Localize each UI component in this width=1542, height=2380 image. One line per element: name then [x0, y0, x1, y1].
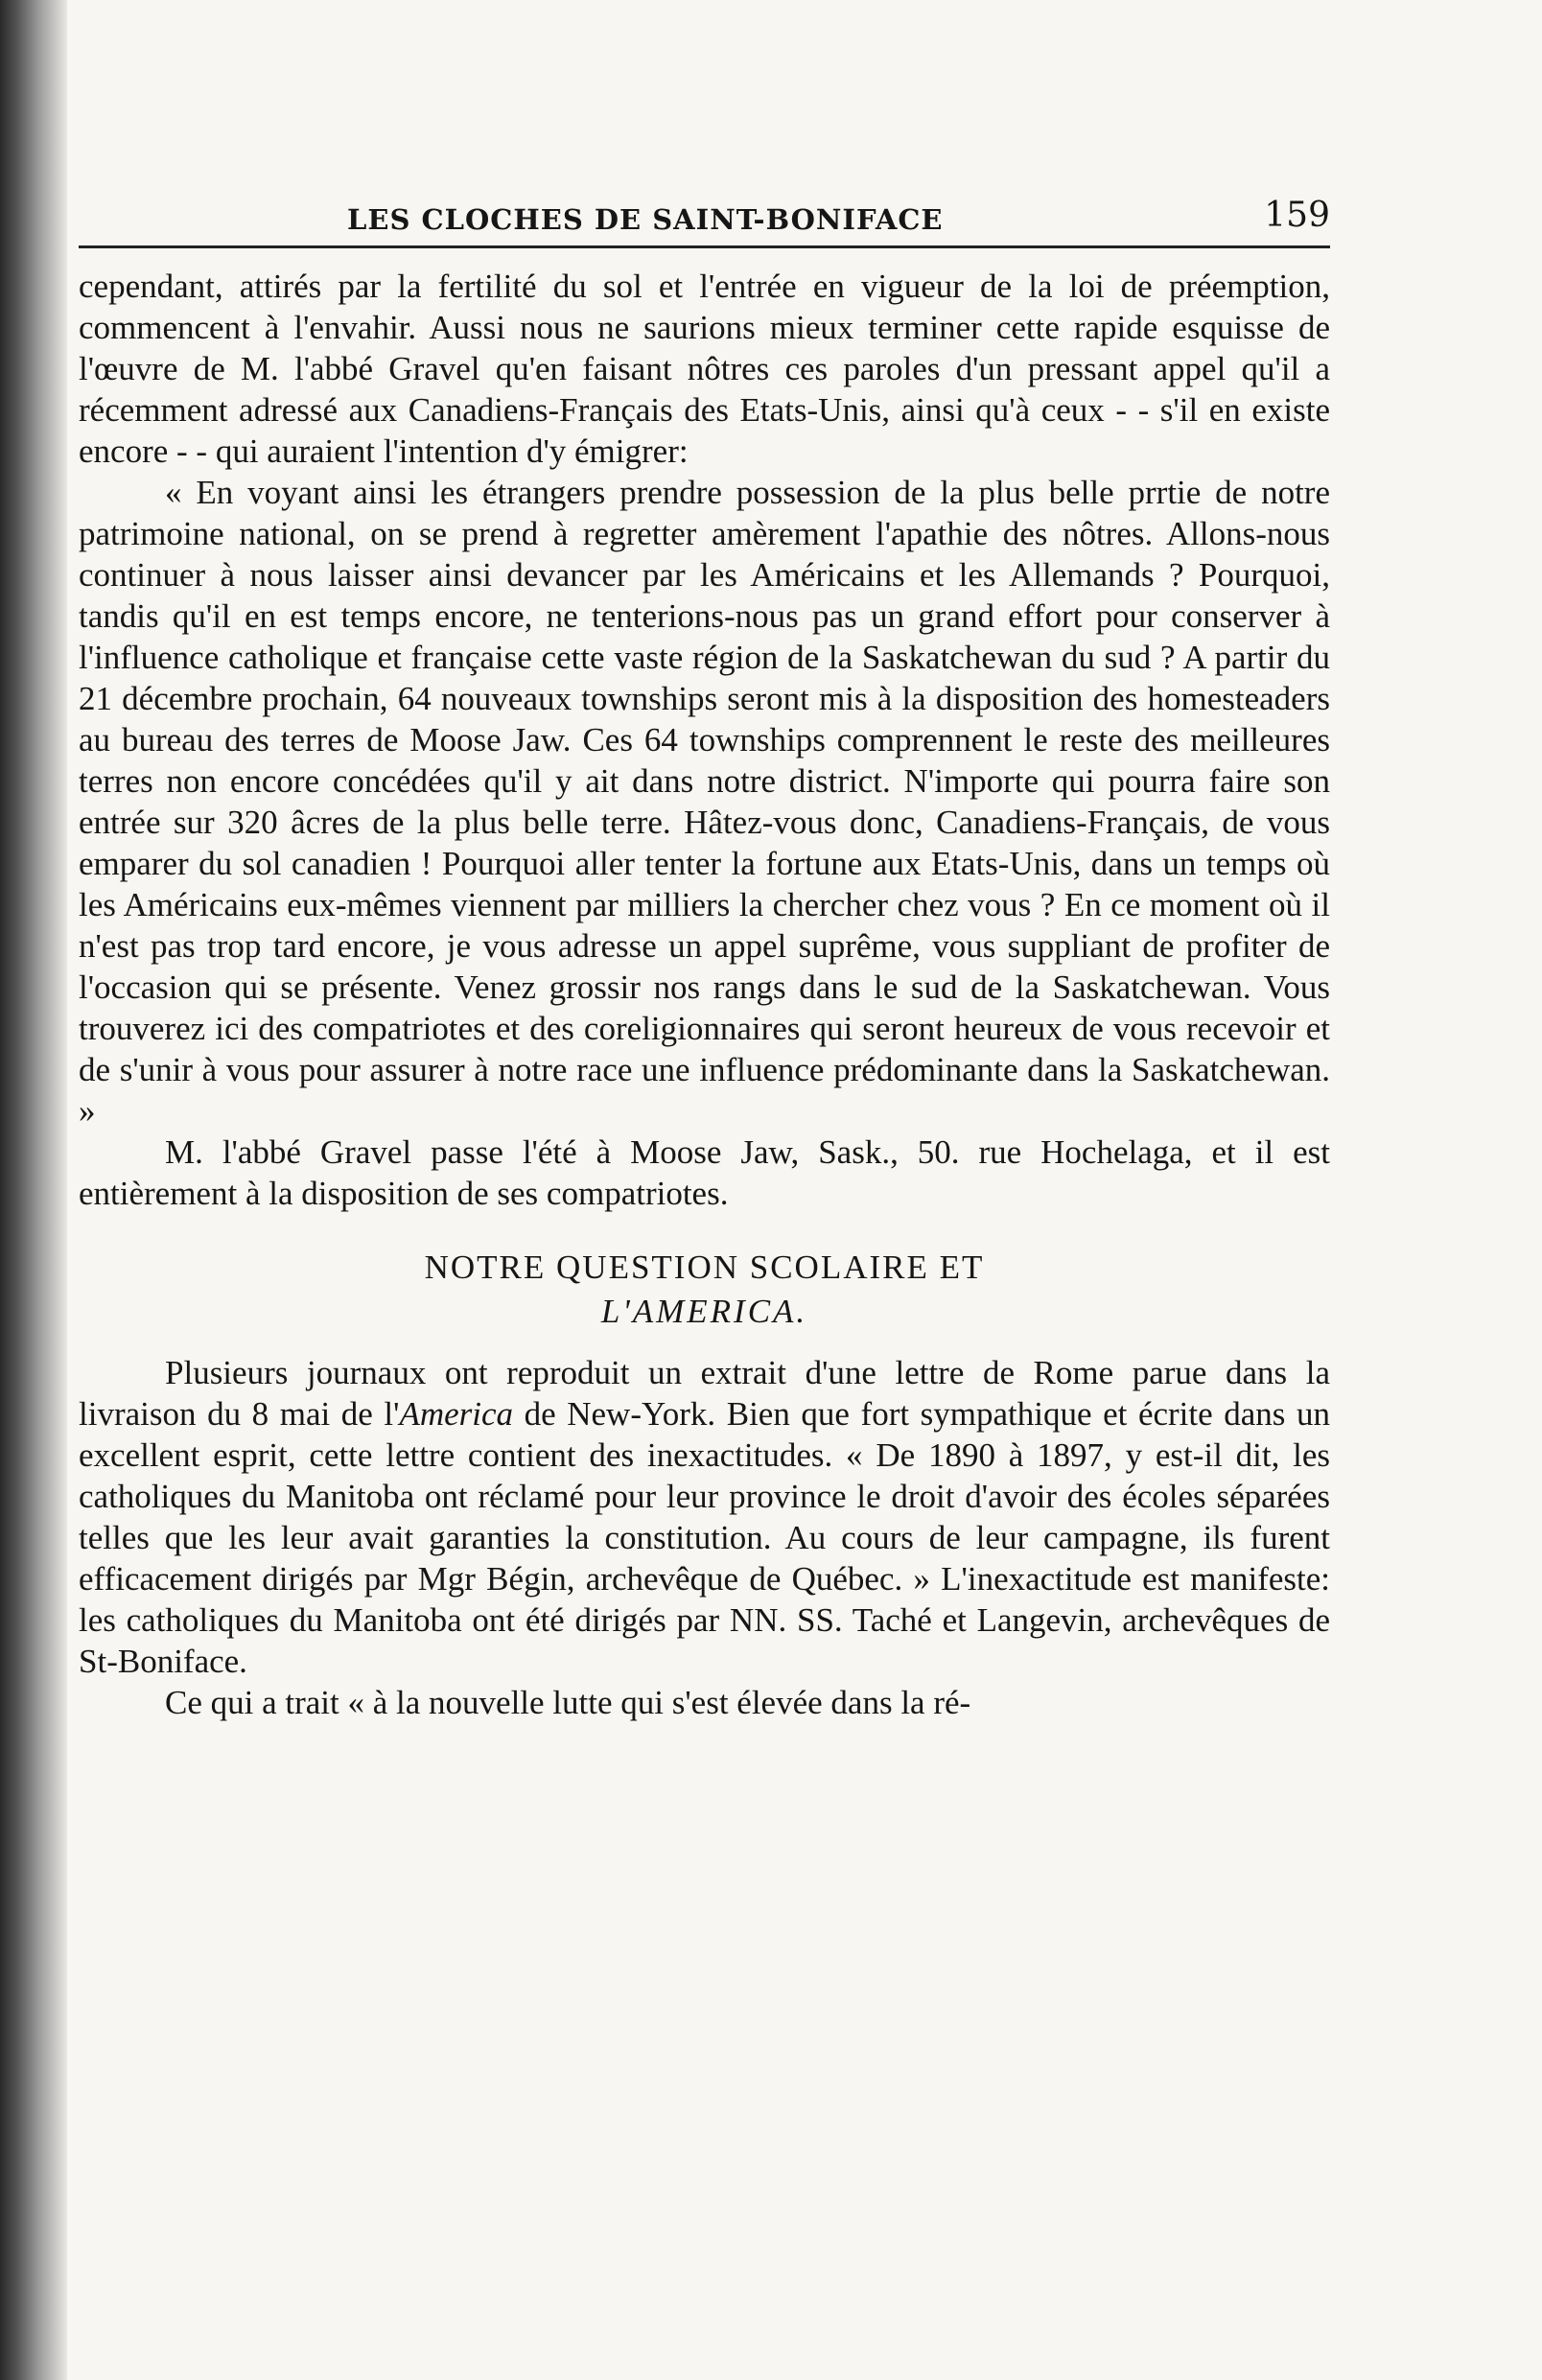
section-heading: NOTRE QUESTION SCOLAIRE ET — [424, 1248, 985, 1286]
paragraph-text-before: Plusieurs journaux ont reproduit un extrait d'une lettre de Rome parue dans la livraison du 8 mai de l' — [79, 1354, 1330, 1433]
paragraph: cependant, attirés par la fertilité du sol et l'entrée en vigueur de la loi de préemption, commencent à l'envahir. Aussi nous ne saurions mieux terminer cette rapide esquisse de l'œuvre de M. l'abbé Gravel qu'en faisant nôtres ces paroles d'un pressant appel qu'il a récemment adressé aux Canadiens-Français des Etats-Unis, ainsi qu'à ceux - - s'il en existe encore - - qui auraient l'intention d'y émigrer: — [79, 268, 1330, 470]
paragraph — [79, 1352, 1330, 1682]
paragraph-text-after: de New-York. Bien que fort sympathique et écrite dans un excellent esprit, cette lettre contient des inexactitudes. « De 1890 à 1897, y est-il dit, les catholiques du Manitoba ont réclamé pour leur province le droit d'avoir des écoles séparées telles que les leur avait garanties la constitution. Au cours de leur campagne, ils furent efficacement dirigés par Mgr Bégin, archevêque de Québec. » L'inexactitude est manifeste: les catholiques du Manitoba ont été dirigés par NN. SS. Taché et Langevin, archevêques de St-Boniface. — [79, 1395, 1330, 1680]
running-title: LES CLOCHES DE SAINT-BONIFACE — [347, 203, 944, 236]
publication-title: America — [399, 1395, 514, 1433]
header-rule — [79, 245, 1330, 248]
page-number: 159 — [1264, 196, 1330, 235]
page-gutter-shadow — [0, 0, 67, 2380]
page — [79, 182, 1330, 1723]
paragraph: M. l'abbé Gravel passe l'été à Moose Jaw, Sask., 50. rue Hochelaga, et il est entièrement à la disposition de ses compatriotes. — [79, 1133, 1330, 1212]
body-text — [79, 266, 1330, 1214]
paragraph-quote: « En voyant ainsi les étrangers prendre possession de la plus belle prrtie de notre patrimoine national, on se prend à regretter amèrement l'apathie des nôtres. Allons-nous continuer à nous laisser ainsi devancer par les Américains et les Allemands ? Pourquoi, tandis qu'il en est temps encore, ne tenterions-nous pas un grand effort pour conserver à l'influence catholique et française cette vaste région de la Saskatchewan du sud ? A partir du 21 décembre prochain, 64 nouveaux townships seront mis à la disposition des homesteaders au bureau des terres de Moose Jaw. Ces 64 townships comprennent le reste des meilleures terres non encore concédées qu'il y ait dans notre district. N'importe qui pourra faire son entrée sur 320 âcres de la plus belle terre. Hâtez-vous donc, Canadiens-Français, de vous emparer du sol canadien ! Pourquoi aller tenter la fortune aux Etats-Unis, dans un temps où les Américains eux-mêmes viennent par milliers la chercher chez vous ? En ce moment où il n'est pas trop tard encore, je vous adresse un appel suprême, vous suppliant de profiter de l'occasion qui se présente. Venez grossir nos rangs dans le sud de la Saskatchewan. Vous trouverez ici des compatriotes et des coreligionnaires qui seront heureux de vous recevoir et de s'unir à vous pour assurer à notre race une influence prédominante dans la Saskatchewan. » — [79, 474, 1330, 1130]
section-subheading: L'AMERICA. — [600, 1293, 808, 1330]
section-body-text — [79, 1352, 1330, 1723]
paragraph: Ce qui a trait « à la nouvelle lutte qui s'est élevée dans la ré- — [165, 1684, 971, 1721]
running-head — [79, 182, 1330, 240]
